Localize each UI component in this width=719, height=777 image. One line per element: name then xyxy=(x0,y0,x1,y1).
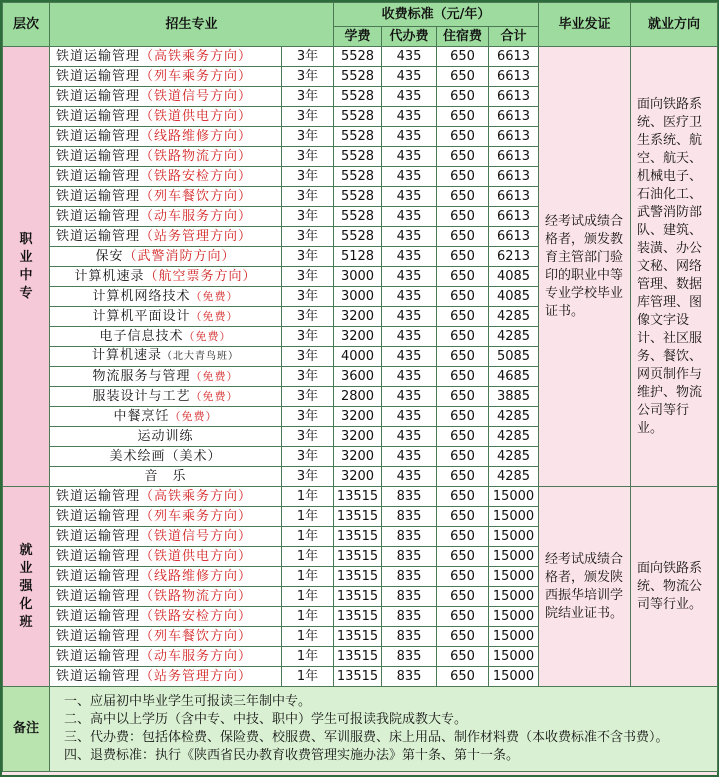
agency-cell: 835 xyxy=(382,547,437,567)
tuition-cell: 13515 xyxy=(334,527,382,547)
major-name: 物流服务与管理 xyxy=(92,368,191,384)
major-name: 保安 xyxy=(95,248,124,264)
major-name: 铁道运输管理 xyxy=(56,148,141,164)
major-direction: （武警消防方向） xyxy=(123,248,236,264)
agency-cell: 835 xyxy=(382,667,437,687)
level-char: 业 xyxy=(19,560,33,576)
agency-cell: 435 xyxy=(382,307,437,327)
tuition-cell: 13515 xyxy=(334,587,382,607)
dorm-cell: 650 xyxy=(437,187,489,207)
dorm-cell: 650 xyxy=(437,87,489,107)
years-cell: 3年 xyxy=(282,267,334,287)
agency-cell: 435 xyxy=(382,367,437,387)
free-tag: （免费） xyxy=(190,389,239,403)
agency-cell: 435 xyxy=(382,107,437,127)
major-direction: （铁路物流方向） xyxy=(140,588,253,604)
total-cell: 4285 xyxy=(489,307,539,327)
remark-line: 四、退费标准：执行《陕西省民办教育收费管理实施办法》第十条、第十一条。 xyxy=(64,748,520,763)
header-agency: 代办费 xyxy=(382,27,437,47)
years-cell: 3年 xyxy=(282,467,334,487)
remarks-content xyxy=(50,687,718,772)
years-cell: 1年 xyxy=(282,607,334,627)
agency-cell: 435 xyxy=(382,87,437,107)
free-tag: （免费） xyxy=(190,309,239,323)
major-direction: （铁道信号方向） xyxy=(140,528,253,544)
major-name: 铁道运输管理 xyxy=(56,548,141,564)
major-cell xyxy=(50,67,282,87)
header-job: 就业方向 xyxy=(631,3,718,47)
tuition-cell: 3200 xyxy=(334,467,382,487)
dorm-cell: 650 xyxy=(437,647,489,667)
total-cell: 15000 xyxy=(489,487,539,507)
agency-cell: 835 xyxy=(382,607,437,627)
dorm-cell: 650 xyxy=(437,407,489,427)
agency-cell: 835 xyxy=(382,647,437,667)
major-name: 计算机网络技术 xyxy=(92,288,191,304)
major-name: 美术绘画（美术） xyxy=(109,448,222,464)
major-name: 铁道运输管理 xyxy=(56,668,141,684)
total-cell: 6613 xyxy=(489,207,539,227)
total-cell: 15000 xyxy=(489,607,539,627)
header-total: 合计 xyxy=(489,27,539,47)
major-direction: （铁路安检方向） xyxy=(140,608,253,624)
years-cell: 3年 xyxy=(282,307,334,327)
level-char: 化 xyxy=(19,596,33,612)
free-tag: （免费） xyxy=(190,289,239,303)
major-cell xyxy=(50,267,282,287)
dorm-cell: 650 xyxy=(437,167,489,187)
major-name: 铁道运输管理 xyxy=(56,648,141,664)
major-direction: （铁路安检方向） xyxy=(140,168,253,184)
tuition-cell: 3200 xyxy=(334,327,382,347)
level-char: 专 xyxy=(19,285,33,301)
major-cell xyxy=(50,307,282,327)
level-label xyxy=(3,47,50,487)
total-cell: 15000 xyxy=(489,667,539,687)
tuition-cell: 5528 xyxy=(334,87,382,107)
tuition-cell: 5128 xyxy=(334,247,382,267)
major-name: 铁道运输管理 xyxy=(56,168,141,184)
years-cell: 1年 xyxy=(282,547,334,567)
years-cell: 1年 xyxy=(282,647,334,667)
header-dorm: 住宿费 xyxy=(437,27,489,47)
tuition-cell: 3200 xyxy=(334,447,382,467)
years-cell: 3年 xyxy=(282,347,334,367)
tuition-cell: 13515 xyxy=(334,607,382,627)
major-name: 铁道运输管理 xyxy=(56,188,141,204)
major-direction: （线路维修方向） xyxy=(140,128,253,144)
total-cell: 4285 xyxy=(489,467,539,487)
dorm-cell: 650 xyxy=(437,607,489,627)
total-cell: 15000 xyxy=(489,567,539,587)
total-cell: 15000 xyxy=(489,647,539,667)
major-direction: （列车餐饮方向） xyxy=(140,628,253,644)
major-cell xyxy=(50,567,282,587)
major-name: 铁道运输管理 xyxy=(56,528,141,544)
agency-cell: 435 xyxy=(382,47,437,67)
agency-cell: 835 xyxy=(382,527,437,547)
cert-info: 经考试成绩合格者，颁发陕西振华培训学院结业证书。 xyxy=(539,487,631,687)
agency-cell: 435 xyxy=(382,467,437,487)
agency-cell: 435 xyxy=(382,247,437,267)
major-cell xyxy=(50,107,282,127)
dorm-cell: 650 xyxy=(437,367,489,387)
major-cell xyxy=(50,547,282,567)
fee-table xyxy=(2,2,718,772)
agency-cell: 435 xyxy=(382,287,437,307)
tuition-cell: 5528 xyxy=(334,227,382,247)
major-cell xyxy=(50,587,282,607)
major-cell xyxy=(50,427,282,447)
years-cell: 3年 xyxy=(282,47,334,67)
tuition-cell: 3200 xyxy=(334,427,382,447)
major-name: 铁道运输管理 xyxy=(56,108,141,124)
dorm-cell: 650 xyxy=(437,527,489,547)
agency-cell: 435 xyxy=(382,147,437,167)
agency-cell: 435 xyxy=(382,427,437,447)
tuition-cell: 3000 xyxy=(334,287,382,307)
level-char: 中 xyxy=(19,267,33,283)
tuition-cell: 3200 xyxy=(334,407,382,427)
years-cell: 1年 xyxy=(282,587,334,607)
dorm-cell: 650 xyxy=(437,47,489,67)
total-cell: 4285 xyxy=(489,427,539,447)
major-name: 铁道运输管理 xyxy=(56,228,141,244)
major-cell xyxy=(50,667,282,687)
tuition-cell: 3600 xyxy=(334,367,382,387)
dorm-cell: 650 xyxy=(437,267,489,287)
header-major: 招生专业 xyxy=(50,3,334,47)
major-cell xyxy=(50,627,282,647)
dorm-cell: 650 xyxy=(437,227,489,247)
major-cell xyxy=(50,247,282,267)
major-direction: （动车服务方向） xyxy=(140,648,253,664)
major-direction: （航空票务方向） xyxy=(144,268,257,284)
major-cell xyxy=(50,387,282,407)
dorm-cell: 650 xyxy=(437,307,489,327)
tuition-cell: 13515 xyxy=(334,647,382,667)
dorm-cell: 650 xyxy=(437,147,489,167)
major-direction: （站务管理方向） xyxy=(140,228,253,244)
major-name: 服装设计与工艺 xyxy=(92,388,191,404)
major-name: 中餐烹饪 xyxy=(113,408,170,424)
dorm-cell: 650 xyxy=(437,287,489,307)
major-name: 铁道运输管理 xyxy=(56,628,141,644)
tuition-cell: 5528 xyxy=(334,47,382,67)
vocational-section xyxy=(3,47,718,487)
major-name: 铁道运输管理 xyxy=(56,608,141,624)
major-cell xyxy=(50,367,282,387)
major-cell xyxy=(50,127,282,147)
dorm-cell: 650 xyxy=(437,387,489,407)
major-cell xyxy=(50,347,282,367)
cert-info: 经考试成绩合格者，颁发教育主管部门验印的职业中等专业学校毕业证书。 xyxy=(539,47,631,487)
major-name: 铁道运输管理 xyxy=(56,48,141,64)
tuition-cell: 4000 xyxy=(334,347,382,367)
major-cell xyxy=(50,607,282,627)
total-cell: 15000 xyxy=(489,587,539,607)
total-cell: 6613 xyxy=(489,227,539,247)
major-cell xyxy=(50,467,282,487)
years-cell: 3年 xyxy=(282,247,334,267)
remark-line: 一、应届初中毕业学生可报读三年制中专。 xyxy=(64,694,312,709)
header-tuition: 学费 xyxy=(334,27,382,47)
agency-cell: 835 xyxy=(382,487,437,507)
total-cell: 6613 xyxy=(489,147,539,167)
major-direction: （高铁乘务方向） xyxy=(140,48,253,64)
years-cell: 3年 xyxy=(282,427,334,447)
major-cell xyxy=(50,167,282,187)
total-cell: 6613 xyxy=(489,187,539,207)
total-cell: 4285 xyxy=(489,407,539,427)
header-fee-standard: 收费标准（元/年） xyxy=(334,3,539,27)
tuition-cell: 3000 xyxy=(334,267,382,287)
free-tag: （免费） xyxy=(183,329,232,343)
major-cell xyxy=(50,147,282,167)
years-cell: 3年 xyxy=(282,407,334,427)
total-cell: 5085 xyxy=(489,347,539,367)
total-cell: 4085 xyxy=(489,287,539,307)
remarks-section xyxy=(3,687,718,772)
major-direction: （铁道信号方向） xyxy=(140,88,253,104)
major-direction: （铁道供电方向） xyxy=(140,108,253,124)
major-direction: （铁路物流方向） xyxy=(140,148,253,164)
dorm-cell: 650 xyxy=(437,467,489,487)
total-cell: 4285 xyxy=(489,447,539,467)
dorm-cell: 650 xyxy=(437,667,489,687)
major-cell xyxy=(50,187,282,207)
years-cell: 3年 xyxy=(282,447,334,467)
total-cell: 4285 xyxy=(489,327,539,347)
level-char: 班 xyxy=(19,614,33,630)
total-cell: 6613 xyxy=(489,47,539,67)
dorm-cell: 650 xyxy=(437,107,489,127)
major-cell xyxy=(50,327,282,347)
total-cell: 6613 xyxy=(489,167,539,187)
remarks-label: 备注 xyxy=(3,687,50,772)
major-name: 音 乐 xyxy=(144,468,187,484)
remark-line: 三、代办费：包括体检费、保险费、校服费、军训服费、床上用品、制作材料费（本收费标准不含书费）。 xyxy=(64,730,669,745)
agency-cell: 435 xyxy=(382,227,437,247)
major-cell xyxy=(50,487,282,507)
agency-cell: 835 xyxy=(382,507,437,527)
total-cell: 6613 xyxy=(489,87,539,107)
years-cell: 3年 xyxy=(282,207,334,227)
agency-cell: 435 xyxy=(382,207,437,227)
dorm-cell: 650 xyxy=(437,627,489,647)
dorm-cell: 650 xyxy=(437,427,489,447)
major-name: 铁道运输管理 xyxy=(56,208,141,224)
major-name: 计算机速录 xyxy=(74,268,145,284)
major-direction: （列车餐饮方向） xyxy=(140,188,253,204)
major-name: 电子信息技术 xyxy=(99,328,184,344)
total-cell: 15000 xyxy=(489,627,539,647)
agency-cell: 435 xyxy=(382,187,437,207)
tuition-cell: 5528 xyxy=(334,147,382,167)
major-direction: （站务管理方向） xyxy=(140,668,253,684)
level-char: 业 xyxy=(19,249,33,265)
job-info: 面向铁路系统、物流公司等行业。 xyxy=(631,487,718,687)
free-tag: （免费） xyxy=(169,409,218,423)
years-cell: 1年 xyxy=(282,487,334,507)
years-cell: 1年 xyxy=(282,567,334,587)
major-cell xyxy=(50,527,282,547)
major-name: 铁道运输管理 xyxy=(56,568,141,584)
total-cell: 15000 xyxy=(489,507,539,527)
agency-cell: 435 xyxy=(382,327,437,347)
dorm-cell: 650 xyxy=(437,567,489,587)
years-cell: 3年 xyxy=(282,287,334,307)
years-cell: 3年 xyxy=(282,127,334,147)
total-cell: 6613 xyxy=(489,107,539,127)
intensive-section xyxy=(3,487,718,687)
total-cell: 4685 xyxy=(489,367,539,387)
header-level: 层次 xyxy=(3,3,50,47)
major-cell xyxy=(50,287,282,307)
tuition-cell: 5528 xyxy=(334,187,382,207)
years-cell: 3年 xyxy=(282,87,334,107)
tuition-cell: 13515 xyxy=(334,487,382,507)
tuition-cell: 13515 xyxy=(334,667,382,687)
level-char: 强 xyxy=(19,578,33,594)
total-cell: 6613 xyxy=(489,127,539,147)
dorm-cell: 650 xyxy=(437,67,489,87)
level-char: 就 xyxy=(19,542,33,558)
major-name: 铁道运输管理 xyxy=(56,128,141,144)
dorm-cell: 650 xyxy=(437,587,489,607)
major-direction: （列车乘务方向） xyxy=(140,508,253,524)
dorm-cell: 650 xyxy=(437,207,489,227)
major-cell xyxy=(50,647,282,667)
dorm-cell: 650 xyxy=(437,447,489,467)
major-direction: （铁道供电方向） xyxy=(140,548,253,564)
major-name: 铁道运输管理 xyxy=(56,588,141,604)
years-cell: 1年 xyxy=(282,507,334,527)
agency-cell: 435 xyxy=(382,407,437,427)
major-name: 铁道运输管理 xyxy=(56,508,141,524)
years-cell: 3年 xyxy=(282,187,334,207)
agency-cell: 435 xyxy=(382,167,437,187)
dorm-cell: 650 xyxy=(437,247,489,267)
tuition-cell: 13515 xyxy=(334,627,382,647)
years-cell: 3年 xyxy=(282,387,334,407)
tuition-cell: 13515 xyxy=(334,547,382,567)
years-cell: 3年 xyxy=(282,167,334,187)
dorm-cell: 650 xyxy=(437,127,489,147)
major-cell xyxy=(50,447,282,467)
tuition-cell: 2800 xyxy=(334,387,382,407)
agency-cell: 435 xyxy=(382,447,437,467)
years-cell: 1年 xyxy=(282,667,334,687)
class-note: （北大青鸟班） xyxy=(162,351,239,362)
agency-cell: 835 xyxy=(382,567,437,587)
total-cell: 3885 xyxy=(489,387,539,407)
level-label xyxy=(3,487,50,687)
major-direction: （动车服务方向） xyxy=(140,208,253,224)
tuition-cell: 5528 xyxy=(334,127,382,147)
remark-line: 二、高中以上学历（含中专、中技、职中）学生可报读我院成教大专。 xyxy=(64,712,468,727)
major-direction: （线路维修方向） xyxy=(140,568,253,584)
agency-cell: 835 xyxy=(382,627,437,647)
major-direction: （列车乘务方向） xyxy=(140,68,253,84)
header-cert: 毕业发证 xyxy=(539,3,631,47)
major-name: 铁道运输管理 xyxy=(56,88,141,104)
free-tag: （免费） xyxy=(190,369,239,383)
major-cell xyxy=(50,87,282,107)
agency-cell: 435 xyxy=(382,67,437,87)
dorm-cell: 650 xyxy=(437,347,489,367)
years-cell: 3年 xyxy=(282,67,334,87)
total-cell: 6613 xyxy=(489,67,539,87)
major-cell xyxy=(50,507,282,527)
major-cell xyxy=(50,227,282,247)
years-cell: 3年 xyxy=(282,367,334,387)
total-cell: 6213 xyxy=(489,247,539,267)
major-name: 铁道运输管理 xyxy=(56,488,141,504)
years-cell: 1年 xyxy=(282,527,334,547)
tuition-cell: 5528 xyxy=(334,167,382,187)
major-name: 计算机平面设计 xyxy=(92,308,191,324)
dorm-cell: 650 xyxy=(437,507,489,527)
total-cell: 4085 xyxy=(489,267,539,287)
agency-cell: 435 xyxy=(382,127,437,147)
tuition-cell: 13515 xyxy=(334,567,382,587)
dorm-cell: 650 xyxy=(437,487,489,507)
total-cell: 15000 xyxy=(489,547,539,567)
job-info: 面向铁路系统、医疗卫生系统、航空、航天、机械电子、石油化工、武警消防部队、建筑、装潢、办公文秘、网络管理、数据库管理、图像文字设计、社区服务、餐饮、网页制作与维护、物流公司等行业。 xyxy=(631,47,718,487)
table-row xyxy=(3,487,718,507)
tuition-cell: 13515 xyxy=(334,507,382,527)
tuition-cell: 5528 xyxy=(334,67,382,87)
years-cell: 3年 xyxy=(282,107,334,127)
level-char: 职 xyxy=(19,231,33,247)
tuition-cell: 3200 xyxy=(334,307,382,327)
years-cell: 3年 xyxy=(282,227,334,247)
tuition-cell: 5528 xyxy=(334,107,382,127)
agency-cell: 835 xyxy=(382,587,437,607)
major-cell xyxy=(50,207,282,227)
agency-cell: 435 xyxy=(382,267,437,287)
major-cell xyxy=(50,407,282,427)
dorm-cell: 650 xyxy=(437,547,489,567)
major-name: 运动训练 xyxy=(137,428,194,444)
major-name: 计算机速录 xyxy=(91,348,162,363)
total-cell: 15000 xyxy=(489,527,539,547)
major-name: 铁道运输管理 xyxy=(56,68,141,84)
years-cell: 1年 xyxy=(282,627,334,647)
agency-cell: 435 xyxy=(382,387,437,407)
years-cell: 3年 xyxy=(282,147,334,167)
years-cell: 3年 xyxy=(282,327,334,347)
dorm-cell: 650 xyxy=(437,327,489,347)
major-direction: （高铁乘务方向） xyxy=(140,488,253,504)
agency-cell: 435 xyxy=(382,347,437,367)
tuition-cell: 5528 xyxy=(334,207,382,227)
table-row xyxy=(3,47,718,67)
major-cell xyxy=(50,47,282,67)
